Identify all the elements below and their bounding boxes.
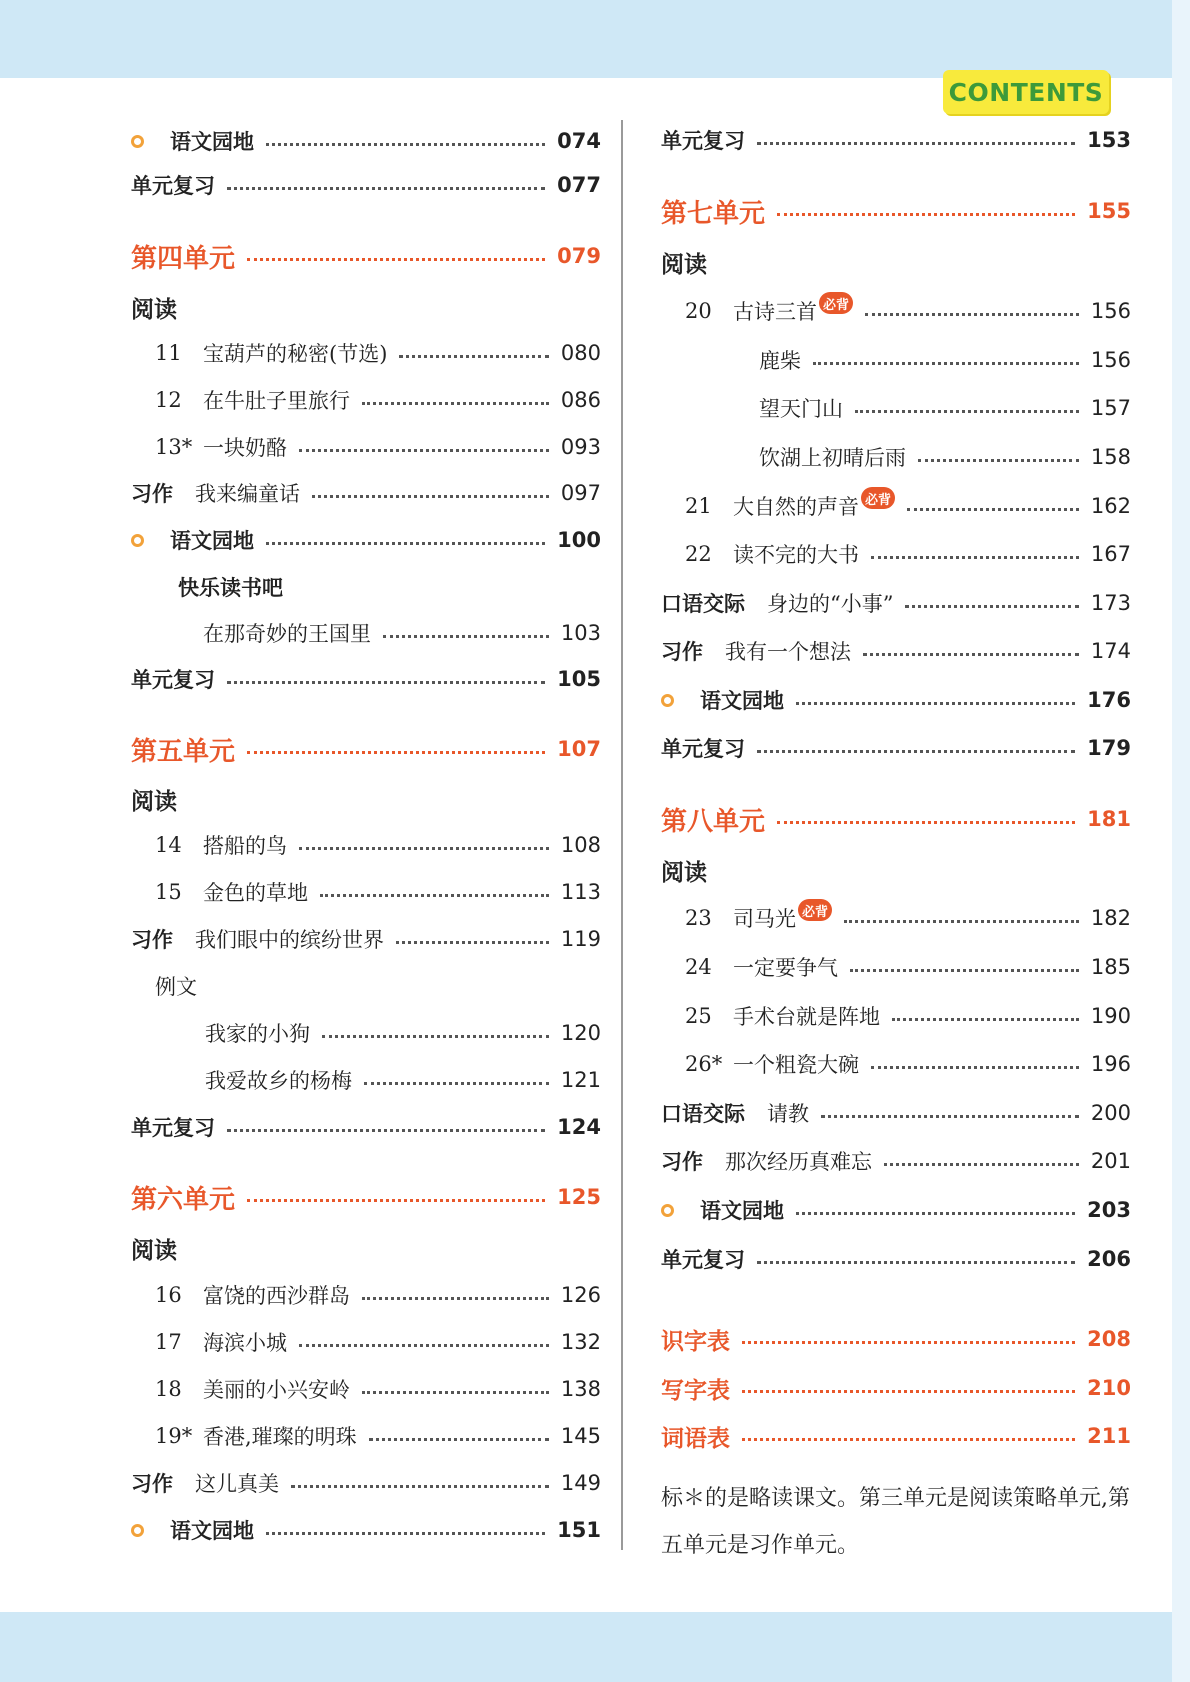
toc-text: 121 [560, 1068, 601, 1092]
dotted-leader [757, 750, 1075, 753]
toc-text: 208 [1087, 1327, 1131, 1351]
dotted-leader [777, 213, 1075, 216]
dotted-leader [855, 410, 1079, 413]
toc-entry[interactable] [661, 1239, 1131, 1279]
lesson-entry[interactable] [155, 333, 601, 373]
toc-entry[interactable] [205, 1013, 601, 1053]
toc-text: 习作 [661, 1149, 703, 1174]
toc-text: 11 [155, 341, 182, 365]
toc-text: 语文园地 [700, 1198, 784, 1223]
toc-text: 196 [1090, 1052, 1131, 1076]
poem-entry[interactable] [759, 340, 1131, 380]
appendix-entry[interactable] [661, 1319, 1131, 1359]
toc-text: 习作 [661, 639, 703, 664]
poem-entry[interactable] [759, 437, 1131, 477]
toc-text: 185 [1090, 955, 1131, 979]
page-edge [1172, 0, 1190, 1682]
toc-text: 写字表 [661, 1376, 730, 1404]
contents-badge: CONTENTS [943, 70, 1109, 114]
toc-text: 079 [557, 244, 601, 268]
unit-heading[interactable] [131, 1177, 601, 1217]
dotted-leader [907, 508, 1079, 511]
toc-text: 167 [1090, 542, 1131, 566]
footnote: 标＊的是略读课文。第三单元是阅读策略单元,第五单元是习作单元。 [661, 1486, 1130, 1558]
bottom-color-band [0, 1612, 1190, 1682]
dotted-leader [362, 1297, 549, 1300]
toc-text: 149 [560, 1471, 601, 1495]
toc-text: 158 [1090, 445, 1131, 469]
dotted-leader [863, 653, 1079, 656]
toc-entry[interactable] [131, 520, 601, 560]
dotted-leader [918, 459, 1079, 462]
toc-text: 156 [1090, 348, 1131, 372]
toc-text: 阅读 [131, 295, 177, 323]
toc-text: 阅读 [661, 858, 707, 886]
toc-text: 第六单元 [131, 1184, 236, 1215]
dotted-leader [884, 1163, 1079, 1166]
toc-text: 金色的草地 [203, 881, 308, 905]
lesson-entry[interactable] [685, 898, 1131, 938]
lesson-entry[interactable] [685, 534, 1131, 574]
toc-text: 210 [1087, 1376, 1131, 1400]
toc-text: 望天门山 [759, 397, 843, 421]
toc-text: 例文 [155, 975, 197, 999]
dotted-leader [757, 1261, 1075, 1264]
lesson-entry[interactable] [685, 486, 1131, 526]
dotted-leader [320, 894, 549, 897]
toc-text: 一块奶酪 [203, 436, 287, 460]
toc-text: 203 [1087, 1198, 1131, 1222]
toc-text: 口语交际 [661, 1101, 745, 1126]
dotted-leader [742, 1390, 1075, 1393]
toc-entry[interactable] [131, 121, 601, 161]
toc-text: 语文园地 [170, 528, 254, 553]
toc-text: 鹿柴 [759, 349, 801, 373]
dotted-leader [399, 355, 549, 358]
toc-text: 103 [560, 621, 601, 645]
toc-text: 司马光 [733, 907, 796, 931]
toc-text: 我爱故乡的杨梅 [205, 1069, 352, 1093]
toc-text: 145 [560, 1424, 601, 1448]
dotted-leader [266, 542, 545, 545]
toc-text: 25 [685, 1004, 712, 1028]
lesson-entry[interactable] [685, 996, 1131, 1036]
dotted-leader [247, 1199, 545, 1202]
toc-text: 23 [685, 906, 712, 930]
section-label [661, 850, 1131, 890]
toc-text: 语文园地 [700, 688, 784, 713]
dotted-leader [396, 941, 549, 944]
toc-text: 单元复习 [131, 667, 215, 692]
lesson-entry[interactable] [155, 825, 601, 865]
toc-entry[interactable] [661, 1093, 1131, 1133]
dotted-leader [299, 1344, 549, 1347]
lesson-entry[interactable] [685, 291, 1131, 331]
toc-text: 口语交际 [661, 591, 745, 616]
lesson-entry[interactable] [155, 1369, 601, 1409]
dotted-leader [821, 1115, 1079, 1118]
toc-entry[interactable] [131, 919, 601, 959]
toc-text: 身边的“小事” [767, 592, 894, 616]
toc-text: 080 [560, 341, 601, 365]
toc-text: 138 [560, 1377, 601, 1401]
lesson-entry[interactable] [155, 1322, 601, 1362]
toc-text: 182 [1090, 906, 1131, 930]
toc-text: 单元复习 [131, 173, 215, 198]
dotted-leader [892, 1018, 1079, 1021]
unit-heading[interactable] [131, 729, 601, 769]
ring-bullet-icon [131, 534, 144, 547]
toc-text: 190 [1090, 1004, 1131, 1028]
toc-text: 这儿真美 [195, 1472, 279, 1496]
dotted-leader [291, 1485, 549, 1488]
dotted-leader [227, 187, 545, 190]
toc-text: 阅读 [661, 250, 707, 278]
toc-text: 单元复习 [131, 1115, 215, 1140]
toc-text: 097 [560, 481, 601, 505]
dotted-leader [299, 449, 549, 452]
toc-text: 美丽的小兴安岭 [203, 1378, 350, 1402]
dotted-leader [247, 258, 545, 261]
ring-bullet-icon [131, 1524, 144, 1537]
toc-text: 请教 [767, 1102, 809, 1126]
section-label [131, 1228, 601, 1268]
toc-text: 一定要争气 [733, 956, 838, 980]
toc-text: 119 [560, 927, 601, 951]
toc-entry[interactable] [661, 1141, 1131, 1181]
toc-text: 093 [560, 435, 601, 459]
toc-text: 香港,璀璨的明珠 [203, 1425, 357, 1449]
dotted-leader [871, 1066, 1079, 1069]
dotted-leader [796, 1212, 1075, 1215]
toc-entry[interactable] [661, 631, 1131, 671]
toc-text: 识字表 [661, 1327, 730, 1355]
toc-entry[interactable] [661, 1190, 1131, 1230]
toc-text: 176 [1087, 688, 1131, 712]
toc-text: 那次经历真难忘 [725, 1150, 872, 1174]
dotted-leader [364, 1082, 549, 1085]
toc-text: 习作 [131, 1471, 173, 1496]
dotted-leader [312, 495, 549, 498]
toc-entry[interactable] [131, 473, 601, 513]
dotted-leader [757, 142, 1075, 145]
toc-text: 语文园地 [170, 1518, 254, 1543]
lesson-entry[interactable] [155, 872, 601, 912]
ring-bullet-icon [661, 694, 674, 707]
dotted-leader [322, 1035, 549, 1038]
toc-text: 151 [557, 1518, 601, 1542]
toc-text: 124 [557, 1115, 601, 1139]
dotted-leader [850, 969, 1079, 972]
section-label [661, 242, 1131, 282]
toc-text: 词语表 [661, 1424, 730, 1452]
dotted-leader [796, 702, 1075, 705]
section-label [131, 779, 601, 819]
toc-text: 24 [685, 955, 712, 979]
unit-heading[interactable] [661, 191, 1131, 231]
lesson-entry[interactable] [685, 947, 1131, 987]
toc-entry[interactable] [661, 583, 1131, 623]
toc-text: 174 [1090, 639, 1131, 663]
toc-text: 26* [685, 1052, 723, 1076]
unit-heading[interactable] [131, 236, 601, 276]
appendix-entry[interactable] [661, 1368, 1131, 1408]
toc-text: 113 [560, 880, 601, 904]
lesson-entry[interactable] [155, 427, 601, 467]
toc-entry[interactable] [131, 165, 601, 205]
toc-text: 132 [560, 1330, 601, 1354]
toc-text: 手术台就是阵地 [733, 1005, 880, 1029]
toc-text: 宝葫芦的秘密(节选) [203, 342, 388, 366]
dotted-leader [383, 635, 549, 638]
unit-heading[interactable] [661, 799, 1131, 839]
toc-text: 读不完的大书 [733, 543, 859, 567]
toc-text: 大自然的声音 [733, 495, 859, 519]
toc-text: 157 [1090, 396, 1131, 420]
toc-text: 阅读 [131, 787, 177, 815]
top-color-band [0, 0, 1190, 78]
dotted-leader [777, 821, 1075, 824]
toc-text: 古诗三首 [733, 300, 817, 324]
toc-text: 阅读 [131, 1236, 177, 1264]
dotted-leader [227, 1129, 545, 1132]
dotted-leader [227, 681, 545, 684]
toc-text: 第四单元 [131, 243, 236, 274]
toc-text: 155 [1087, 199, 1131, 223]
dotted-leader [844, 920, 1079, 923]
toc-text: 12 [155, 388, 182, 412]
column-divider [621, 120, 623, 1550]
toc-text: 153 [1087, 128, 1131, 152]
toc-entry[interactable] [131, 1510, 601, 1550]
section-label [178, 567, 601, 607]
toc-text: 179 [1087, 736, 1131, 760]
dotted-leader [362, 402, 549, 405]
toc-text: 第八单元 [661, 806, 766, 837]
dotted-leader [813, 362, 1079, 365]
toc-text: 19* [155, 1424, 193, 1448]
toc-text: 125 [557, 1185, 601, 1209]
toc-text: 一个粗瓷大碗 [733, 1053, 859, 1077]
toc-text: 第五单元 [131, 736, 236, 767]
toc-text: 21 [685, 494, 712, 518]
toc-text: 饮湖上初晴后雨 [759, 446, 906, 470]
toc-text: 14 [155, 833, 182, 857]
dotted-leader [369, 1438, 549, 1441]
toc-entry[interactable] [131, 1107, 601, 1147]
toc-text: 126 [560, 1283, 601, 1307]
toc-text: 074 [557, 129, 601, 153]
toc-text: 107 [557, 737, 601, 761]
must-memorize-badge: 必背 [861, 487, 895, 509]
ring-bullet-icon [661, 1204, 674, 1217]
toc-entry[interactable] [661, 680, 1131, 720]
toc-text: 211 [1087, 1424, 1131, 1448]
lesson-entry[interactable] [155, 1275, 601, 1315]
toc-entry[interactable] [661, 728, 1131, 768]
toc-text: 我家的小狗 [205, 1022, 310, 1046]
toc-text: 13* [155, 435, 193, 459]
toc-text: 单元复习 [661, 128, 745, 153]
dotted-leader [905, 605, 1078, 608]
section-label [155, 966, 601, 1006]
lesson-entry[interactable] [155, 1416, 601, 1456]
toc-text: 语文园地 [170, 129, 254, 154]
dotted-leader [871, 556, 1079, 559]
toc-text: 162 [1090, 494, 1131, 518]
toc-text: 15 [155, 880, 182, 904]
toc-text: 17 [155, 1330, 182, 1354]
toc-text: 120 [560, 1021, 601, 1045]
toc-entry[interactable] [203, 613, 601, 653]
dotted-leader [247, 751, 545, 754]
toc-text: 单元复习 [661, 736, 745, 761]
toc-text: 18 [155, 1377, 182, 1401]
dotted-leader [299, 847, 549, 850]
toc-text: 搭船的鸟 [203, 834, 287, 858]
toc-entry[interactable] [205, 1060, 601, 1100]
toc-text: 海滨小城 [203, 1331, 287, 1355]
toc-text: 181 [1087, 807, 1131, 831]
poem-entry[interactable] [759, 388, 1131, 428]
toc-text: 我有一个想法 [725, 640, 851, 664]
must-memorize-badge: 必背 [798, 899, 832, 921]
dotted-leader [865, 313, 1079, 316]
toc-text: 我来编童话 [195, 482, 300, 506]
toc-text: 我们眼中的缤纷世界 [195, 928, 384, 952]
must-memorize-badge: 必背 [819, 292, 853, 314]
lesson-entry[interactable] [685, 1044, 1131, 1084]
dotted-leader [362, 1391, 549, 1394]
section-label [131, 287, 601, 327]
toc-text: 086 [560, 388, 601, 412]
toc-text: 20 [685, 299, 712, 323]
toc-text: 200 [1090, 1101, 1131, 1125]
toc-text: 习作 [131, 927, 173, 952]
toc-text: 100 [557, 528, 601, 552]
toc-text: 在牛肚子里旅行 [203, 389, 350, 413]
toc-text: 156 [1090, 299, 1131, 323]
toc-entry[interactable] [131, 659, 601, 699]
toc-entry[interactable] [131, 1463, 601, 1503]
toc-text: 习作 [131, 481, 173, 506]
toc-text: 快乐读书吧 [178, 575, 283, 600]
toc-text: 201 [1090, 1149, 1131, 1173]
toc-entry[interactable] [661, 120, 1131, 160]
toc-text: 105 [557, 667, 601, 691]
dotted-leader [742, 1341, 1075, 1344]
toc-text: 108 [560, 833, 601, 857]
appendix-entry[interactable] [661, 1416, 1131, 1456]
dotted-leader [266, 1532, 545, 1535]
toc-text: 077 [557, 173, 601, 197]
dotted-leader [266, 143, 545, 146]
lesson-entry[interactable] [155, 380, 601, 420]
toc-text: 富饶的西沙群岛 [203, 1284, 350, 1308]
toc-text: 22 [685, 542, 712, 566]
toc-text: 206 [1087, 1247, 1131, 1271]
toc-text: 在那奇妙的王国里 [203, 622, 371, 646]
toc-text: 16 [155, 1283, 182, 1307]
toc-text: 单元复习 [661, 1247, 745, 1272]
toc-text: 173 [1090, 591, 1131, 615]
dotted-leader [742, 1438, 1075, 1441]
ring-bullet-icon [131, 135, 144, 148]
toc-text: 第七单元 [661, 198, 766, 229]
